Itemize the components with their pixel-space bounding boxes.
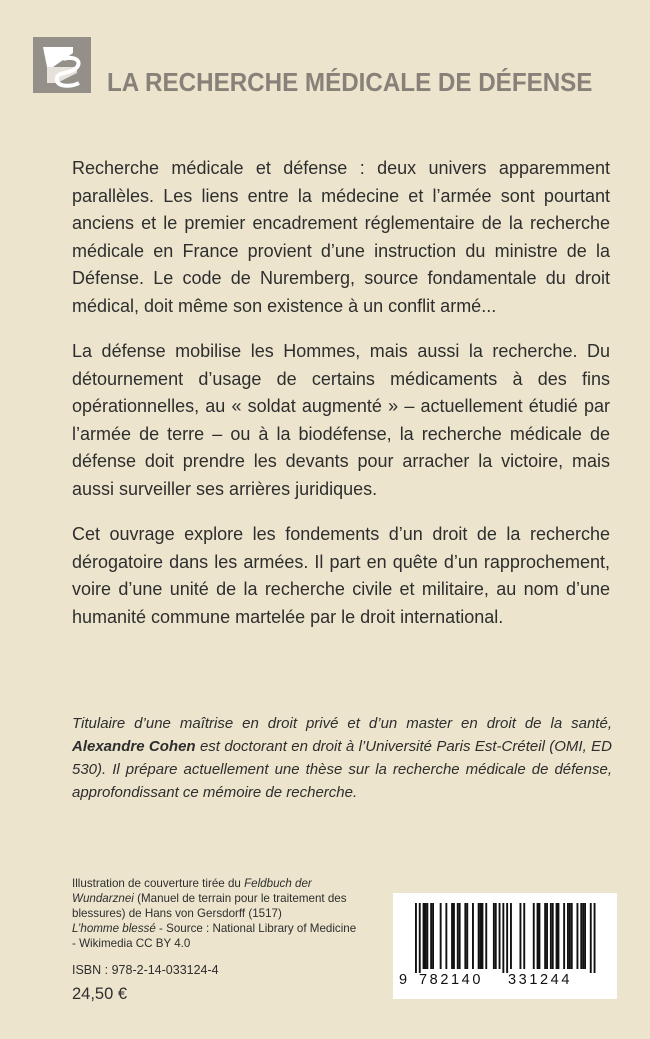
barcode-bars <box>393 893 617 973</box>
credit-text-2: (Manuel de terrain pour le traitement des blessures) de Hans von Gersdorff (1517) <box>72 892 347 920</box>
barcode-bar <box>523 903 525 969</box>
barcode-bar <box>510 903 512 969</box>
barcode-bar <box>577 903 579 969</box>
credit-text-1: Illustration de couverture tirée du <box>72 877 245 890</box>
back-cover-summary <box>72 155 610 649</box>
barcode-bar <box>482 903 484 969</box>
barcode-bar <box>569 903 571 969</box>
barcode-bar <box>582 903 584 969</box>
barcode-group-1: 782140 <box>419 972 483 988</box>
credit-book-title: Feldbuch der Wundarznei <box>72 877 312 905</box>
barcode-bar <box>558 903 560 969</box>
barcode-bar <box>451 903 453 969</box>
barcode-bar <box>502 903 504 973</box>
barcode-bar <box>495 903 497 969</box>
barcode-bar <box>533 903 535 969</box>
price: 24,50 € <box>72 985 128 1003</box>
barcode-bar <box>580 903 582 969</box>
barcode-bar <box>506 903 508 973</box>
barcode-group-2: 331244 <box>508 972 572 988</box>
barcode-bar <box>493 903 495 969</box>
bio-rest: est doctorant en droit à l’Université Paris Est-Créteil (OMI, ED 530). Il prépare actuellement une thèse sur la recherche médicale de défense, approfondissant ce mémoire de recherche. <box>72 738 612 801</box>
barcode-bar <box>419 903 421 973</box>
barcode-bar <box>445 903 447 969</box>
barcode-bar <box>425 903 427 969</box>
illustration-credit <box>72 876 362 951</box>
barcode-bar <box>556 903 558 969</box>
credit-image-title: L’homme blessé <box>72 922 156 935</box>
series-title: LA RECHERCHE MÉDICALE DE DÉFENSE <box>107 67 593 97</box>
barcode-bar <box>432 903 434 969</box>
barcode-bar <box>563 903 565 969</box>
barcode-bar <box>453 903 455 969</box>
barcode-bar <box>520 903 522 969</box>
barcode-bar <box>480 903 482 969</box>
barcode-bar <box>415 903 417 973</box>
summary-paragraph-2: La défense mobilise les Hommes, mais aussi la recherche. Du détournement d’usage de certains médicaments à des fins opérationnelles, au « soldat augmenté » – actuellement étudié par l’armée de terre – ou à la biodéfense, la recherche médicale de défense doit prendre les devants pour arracher la victoire, mais aussi surveiller ses arrières juridiques. <box>72 341 610 499</box>
barcode-bar <box>466 903 468 969</box>
barcode-bar <box>457 903 459 969</box>
barcode-bar <box>552 903 554 969</box>
barcode-bar <box>423 903 425 969</box>
publisher-logo-icon <box>33 37 91 93</box>
barcode-bar <box>567 903 569 969</box>
bio-intro: Titulaire d’une maîtrise en droit privé et d’un master en droit de la santé, <box>72 715 612 732</box>
isbn: ISBN : 978-2-14-033124-4 <box>72 963 219 977</box>
barcode-bar <box>584 903 586 969</box>
barcode-bar <box>544 903 546 969</box>
author-name: Alexandre Cohen <box>72 738 196 755</box>
barcode-bar <box>426 903 428 969</box>
credit-text-3: - Source : National Library of Medicine - Wikimedia CC BY 4.0 <box>72 922 357 950</box>
barcode-bar <box>464 903 466 969</box>
barcode-bar <box>430 903 432 969</box>
barcode <box>393 893 617 999</box>
barcode-bar <box>440 903 442 969</box>
barcode-bar <box>485 903 487 969</box>
summary-paragraph-1: Recherche médicale et défense : deux univers apparemment parallèles. Les liens entre la médecine et l’armée sont pourtant anciens et le premier encadrement réglementaire de la recherche médicale en France provient d’une instruction du ministre de la Défense. Le code de Nuremberg, source fondamentale du droit médical, doit même son existence à un conflit armé... <box>72 158 610 316</box>
barcode-bar <box>459 903 461 969</box>
barcode-lead-digit: 9 <box>399 972 408 988</box>
author-bio <box>72 712 612 804</box>
barcode-bar <box>539 903 541 969</box>
barcode-bar <box>590 903 592 973</box>
barcode-bar <box>594 903 596 973</box>
barcode-bar <box>499 903 501 969</box>
barcode-bar <box>546 903 548 969</box>
barcode-bar <box>571 903 573 969</box>
barcode-bar <box>537 903 539 969</box>
barcode-bar <box>478 903 480 969</box>
barcode-bar <box>472 903 474 969</box>
summary-paragraph-3: Cet ouvrage explore les fondements d’un droit de la recherche dérogatoire dans les armées. Il part en quête d’un rapprochement, voire d’une unité de la recherche civile et militaire, au nom d’une humanité commune martelée par le droit international. <box>72 524 610 627</box>
barcode-bar <box>550 903 552 969</box>
publisher-logo <box>33 37 91 93</box>
